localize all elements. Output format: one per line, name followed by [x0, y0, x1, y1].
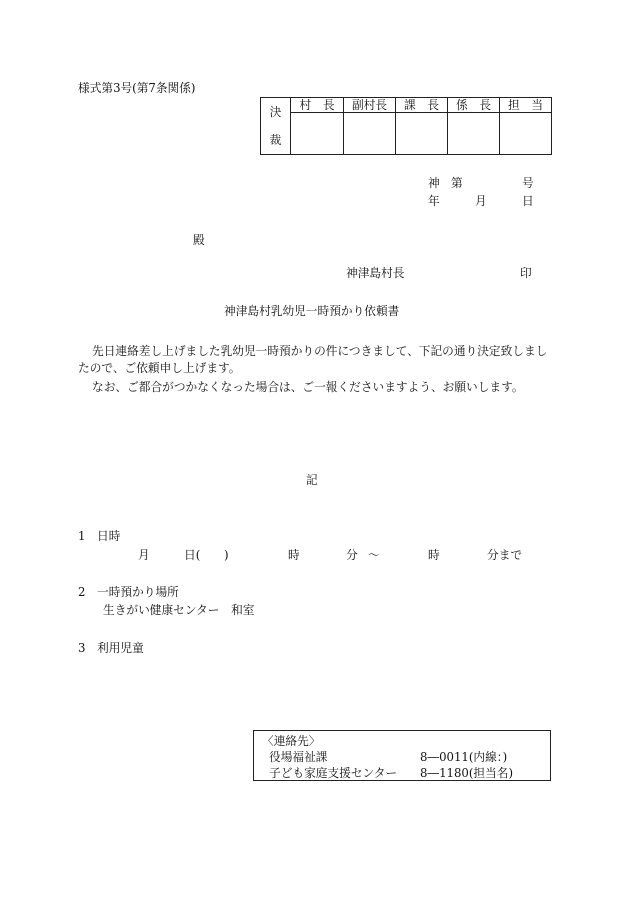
approval-header-section-chief: 課 長	[396, 98, 448, 113]
item-2-label: 一時預かり場所	[97, 585, 179, 599]
schedule-month: 月	[138, 548, 150, 562]
doc-number-dai: 第	[451, 176, 463, 190]
sender-seal: 印	[520, 266, 532, 280]
body-line-1: 先日連絡差し上げました乳幼児一時預かりの件につきまして、下記の通り決定致しまし	[92, 344, 548, 358]
date-year: 年	[428, 194, 440, 208]
contact-row-1-name: 役場福祉課	[269, 750, 328, 764]
item-2-detail: 生きがい健康センター 和室	[103, 603, 255, 617]
item-3-number: 3	[78, 641, 86, 655]
schedule-end-hour: 時	[428, 548, 440, 562]
schedule-day-close: )	[224, 548, 229, 562]
document-title: 神津島村乳幼児一時預かり依頼書	[224, 304, 400, 318]
body-line-2: たので、ご依頼申し上げます。	[78, 361, 241, 375]
item-3-label: 利用児童	[97, 641, 144, 655]
approval-label-top: 決	[269, 105, 282, 119]
approval-stamp-staff	[500, 113, 552, 155]
approval-stamp-mayor	[291, 113, 344, 155]
approval-header-subsection-chief: 係 長	[448, 98, 500, 113]
sender-name: 神津島村長	[346, 266, 405, 280]
schedule-start-minute: 分	[346, 548, 358, 562]
contact-row-2-name: 子ども家庭支援センター	[269, 766, 398, 780]
addressee-suffix: 殿	[193, 233, 205, 247]
approval-table	[260, 97, 552, 155]
item-1-label: 日時	[97, 529, 121, 543]
item-2-number: 2	[78, 585, 86, 599]
approval-header-staff: 担 当	[500, 98, 552, 113]
body-line-3: なお、ご都合がつかなくなった場合は、ご一報くださいますよう、お願いします。	[92, 380, 524, 394]
approval-stamp-section-chief	[396, 113, 448, 155]
form-number: 様式第3号(第7条関係)	[78, 81, 196, 95]
item-1-number: 1	[78, 529, 86, 543]
approval-stamp-subsection-chief	[448, 113, 500, 155]
date-day: 日	[522, 194, 534, 208]
schedule-end-minute: 分まで	[487, 548, 523, 562]
approval-stamp-deputy-mayor	[344, 113, 396, 155]
doc-number-go: 号	[522, 176, 534, 190]
schedule-start-hour: 時	[288, 548, 300, 562]
approval-label-cell	[261, 98, 291, 155]
schedule-tilde: ～	[368, 548, 380, 562]
contact-header: 〈連絡先〉	[262, 734, 321, 748]
approval-header-deputy-mayor: 副村長	[344, 98, 396, 113]
doc-number-prefix: 神	[428, 176, 440, 190]
approval-label-bottom: 裁	[269, 133, 282, 147]
schedule-day-open: 日(	[184, 548, 201, 562]
approval-header-mayor: 村 長	[291, 98, 344, 113]
date-month: 月	[475, 194, 487, 208]
contact-row-2-tel: 8―1180(担当名)	[420, 766, 514, 780]
ki-heading: 記	[306, 473, 318, 487]
contact-row-1-tel: 8―0011(内線：)	[420, 750, 508, 764]
